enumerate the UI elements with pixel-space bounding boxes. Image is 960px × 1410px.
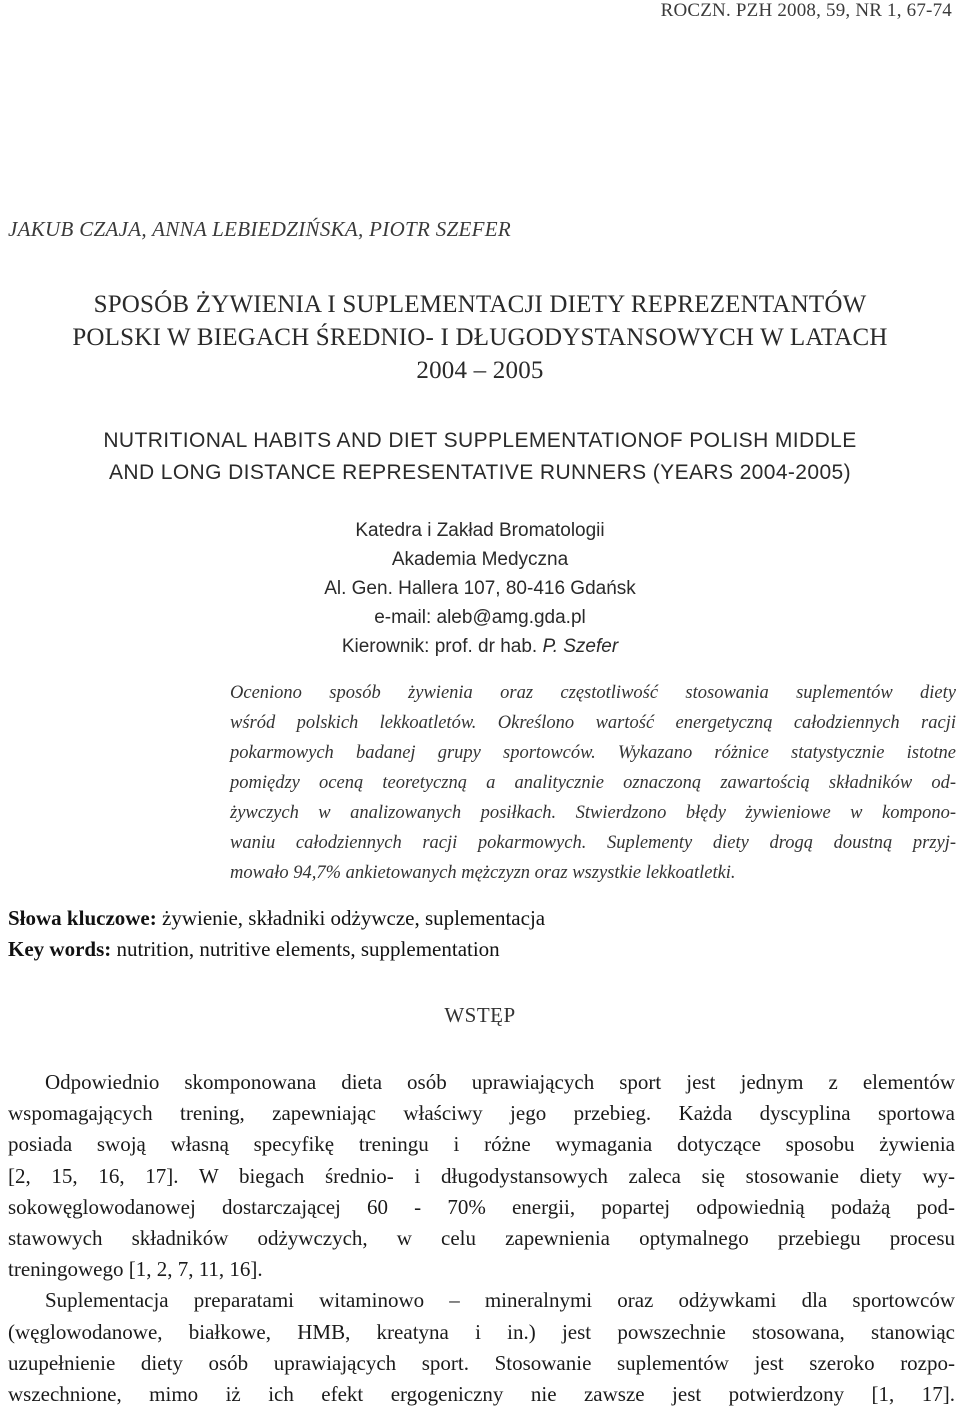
authors: JAKUB CZAJA, ANNA LEBIEDZIŃSKA, PIOTR SZEFER: [8, 217, 511, 241]
affiliation-address: Al. Gen. Hallera 107, 80-416 Gdańsk: [324, 578, 636, 599]
title-english-line: NUTRITIONAL HABITS AND DIET SUPPLEMENTATIONOF POLISH MIDDLE: [103, 429, 857, 452]
body-line: wszechnione, mimo iż ich efekt ergogeniczny nie zawsze jest potwierdzony [1, 17].: [8, 1382, 955, 1407]
body-line: posiada swoją własną specyfikę treningu i różne wymagania dotyczące sposobu żywienia: [8, 1132, 955, 1157]
keywords-english: [8, 937, 500, 962]
title-english-line: AND LONG DISTANCE REPRESENTATIVE RUNNERS (YEARS 2004-2005): [108, 461, 852, 484]
abstract: [230, 678, 956, 888]
affiliation-head-name: P. Szefer: [542, 636, 619, 657]
body-text: [8, 1067, 955, 1410]
abstract-line: pokarmowych badanej grupy sportowców. Wykazano różnice statystycznie istotne: [230, 743, 956, 763]
body-line: (węglowodanowe, białkowe, HMB, kreatyna i in.) jest powszechnie stosowana, stanowiąc: [8, 1319, 955, 1344]
abstract-line: Oceniono sposób żywienia oraz częstotliwość stosowania suplementów diety: [230, 683, 956, 703]
abstract-line: waniu całodziennych racji pokarmowych. Suplementy diety drogą doustną przyj-: [230, 833, 956, 853]
body-line: wspomagających trening, zapewniając właściwy jego przebieg. Każda dyscyplina sportowa: [8, 1101, 955, 1126]
title-polish-line: 2004 – 2005: [416, 357, 544, 384]
keywords-english-text: nutrition, nutritive elements, supplementation: [111, 937, 500, 961]
body-line: sokowęglowodanowej dostarczającej 60 - 70% energii, popartej odpowiednią podażą pod-: [8, 1194, 955, 1219]
body-line: uzupełnienie diety osób uprawiających sport. Stosowanie suplementów jest szeroko rozpo-: [8, 1350, 955, 1375]
keywords-english-label: Key words:: [8, 937, 112, 961]
title-polish-line: POLSKI W BIEGACH ŚREDNIO- I DŁUGODYSTANSOWYCH W LATACH: [72, 324, 888, 351]
body-line: [2, 15, 16, 17]. W biegach średnio- i długodystansowych zaleca się stosowanie diety wy-: [8, 1163, 955, 1188]
body-line: Suplementacja preparatami witaminowo – mineralnymi oraz odżywkami dla sportowców: [45, 1288, 955, 1313]
affiliation-department: Katedra i Zakład Bromatologii: [355, 520, 605, 541]
affiliation-head: [0, 632, 960, 661]
affiliation: [0, 516, 960, 661]
abstract-line: żywczych w analizowanych posiłkach. Stwierdzono błędy żywieniowe w kompono-: [230, 803, 956, 823]
abstract-line: pomiędzy oceną teoretyczną a analitycznie oznaczoną zawartością składników od-: [230, 773, 956, 793]
title-polish: [0, 288, 960, 387]
section-heading: WSTĘP: [444, 1003, 516, 1027]
title-english: [0, 425, 960, 489]
body-line: Odpowiednio skomponowana dieta osób uprawiających sport jest jednym z elementów: [45, 1070, 955, 1094]
abstract-line: wśród polskich lekkoatletów. Określono wartość energetyczną całodziennych racji: [230, 713, 956, 733]
keywords-polish: [8, 906, 545, 931]
keywords-polish-label: Słowa kluczowe:: [8, 906, 157, 930]
body-line: treningowego [1, 2, 7, 11, 16].: [8, 1257, 263, 1282]
abstract-line: mowało 94,7% ankietowanych mężczyzn oraz wszystkie lekkoatletki.: [230, 863, 736, 883]
affiliation-email: e-mail: aleb@amg.gda.pl: [374, 607, 586, 628]
title-polish-line: SPOSÓB ŻYWIENIA I SUPLEMENTACJI DIETY REPREZENTANTÓW: [93, 291, 867, 318]
running-head: ROCZN. PZH 2008, 59, NR 1, 67-74: [660, 0, 952, 21]
affiliation-head-prefix: Kierownik: prof. dr hab.: [341, 636, 543, 657]
keywords-polish-text: żywienie, składniki odżywcze, suplementacja: [156, 906, 546, 930]
affiliation-institution: Akademia Medyczna: [391, 549, 569, 570]
body-line: stawowych składników odżywczych, w celu zapewnienia optymalnego przebiegu procesu: [8, 1226, 955, 1251]
